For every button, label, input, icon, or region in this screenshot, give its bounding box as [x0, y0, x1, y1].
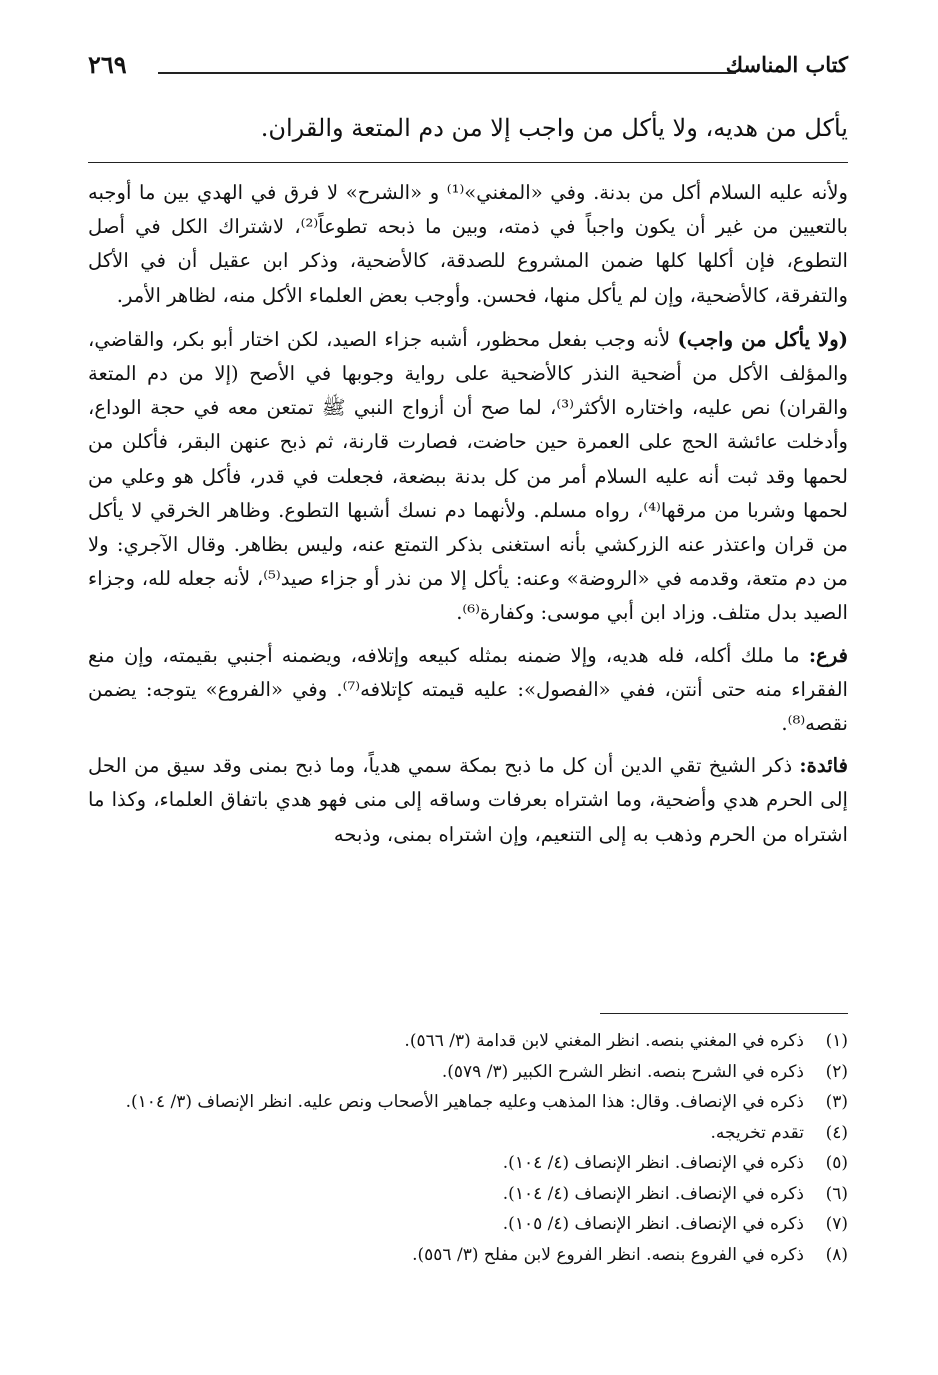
- footnote: [88, 1240, 848, 1271]
- footnote-text: تقدم تخريجه.: [710, 1122, 804, 1143]
- footnote-text: ذكره في الإنصاف. انظر الإنصاف (٤/ ١٠٥).: [502, 1214, 804, 1234]
- footnote: [88, 1209, 848, 1240]
- matn-divider: [88, 162, 848, 163]
- running-header: [88, 48, 848, 82]
- footnote-text: ذكره في الإنصاف. انظر الإنصاف (٤/ ١٠٤).: [502, 1153, 804, 1173]
- paragraph-lead: (ولا يأكل من واجب): [677, 327, 848, 351]
- chapter-title: كتاب المناسك: [725, 52, 848, 77]
- paragraph-text: ذكر الشيخ تقي الدين أن كل ما ذبح بمكة سمي هدياً، وما ذبح بمنى وقد سيق من الحل إلى الحرم هدي وأضحية، وما اشتراه بعرفات وساقه إلى منى فهو هدي باتفاق العلماء، وكذا ما اشتراه من الحرم وذهب به إلى التنعيم، وإن اشتراه بمنى، وذبحه: [88, 754, 848, 846]
- footnote: [88, 1148, 848, 1179]
- header-rule: [158, 72, 736, 74]
- footnote-number: (٧): [825, 1214, 848, 1234]
- footnote-text: ذكره في الإنصاف. وقال: هذا المذهب وعليه جماهير الأصحاب ونص عليه. انظر الإنصاف (٣/ ١٠٤).: [125, 1092, 804, 1112]
- footnote-number: (٦): [825, 1183, 848, 1204]
- paragraph: [88, 323, 848, 631]
- footnote-number: (٣): [825, 1092, 848, 1112]
- footnote-number: (١): [825, 1031, 848, 1051]
- footnote-number: (٨): [825, 1244, 848, 1265]
- paragraph: [88, 749, 848, 852]
- footnote-text: ذكره في الفروع بنصه. انظر الفروع لابن مفلح (٣/ ٥٥٦).: [412, 1244, 804, 1265]
- footnotes: [88, 1026, 848, 1270]
- footnote: [88, 1026, 848, 1057]
- commentary-body: [88, 176, 848, 858]
- footnote: [88, 1087, 848, 1118]
- paragraph-lead: فرع:: [808, 643, 848, 667]
- paragraph: [88, 176, 848, 313]
- paragraph-text: ما ملك أكله، فله هديه، وإلا ضمنه بمثله كبيعه وإتلافه، ويضمنه أجنبي بقيمته، وإن منع الفقراء منه حتى أنتن، ففي «الفصول»: عليه قيمته كإتلافه⁽⁷⁾. وفي «الفروع» يتوجه: يضمن نقصه⁽⁸⁾.: [88, 643, 848, 736]
- footnote-number: (٢): [825, 1061, 848, 1082]
- footnote-number: (٥): [825, 1153, 848, 1173]
- page-number: ٢٦٩: [88, 50, 127, 79]
- footnote: [88, 1179, 848, 1210]
- footnote: [88, 1057, 848, 1088]
- paragraph: [88, 639, 848, 742]
- footnote-text: ذكره في الإنصاف. انظر الإنصاف (٤/ ١٠٤).: [502, 1183, 804, 1204]
- paragraph-lead: فائدة:: [799, 754, 848, 778]
- footnote-text: ذكره في الشرح بنصه. انظر الشرح الكبير (٣/ ٥٧٩).: [441, 1061, 804, 1082]
- paragraph-text: ولأنه عليه السلام أكل من بدنة. وفي «المغني»⁽¹⁾ و «الشرح» لا فرق في الهدي بين ما أوجبه بالتعيين من غير أن يكون واجباً في ذمته، وبين ما ذبحه تطوعاً⁽²⁾، لاشتراك الكل في أصل التطوع، فإن أكلها كلها ضمن المشروع للصدقة، كالأضحية، وذكر ابن عقيل أن في الأكل والتفرقة، كالأضحية، وإن لم يأكل منها، فحسن. وأوجب بعض العلماء الأكل منه، لظاهر الأمر.: [88, 181, 848, 307]
- footnote-divider: [600, 1013, 848, 1014]
- footnote: [88, 1118, 848, 1149]
- matn-text: يأكل من هديه، ولا يأكل من واجب إلا من دم المتعة والقران.: [260, 114, 848, 142]
- footnote-text: ذكره في المغني بنصه. انظر المغني لابن قدامة (٣/ ٥٦٦).: [404, 1031, 804, 1051]
- paragraph-text: لأنه وجب بفعل محظور، أشبه جزاء الصيد، لكن اختار أبو بكر، والقاضي، والمؤلف الأكل من أضحية النذر كالأضحية على رواية وجوبها في الأصح (إلا من دم المتعة والقران) نص عليه، واختاره الأكثر⁽³⁾، لما صح أن أزواج النبي ﷺ تمتعن معه في حجة الوداع، وأدخلت عائشة الحج على العمرة حين حاضت، فصارت قارنة، ثم ذبح عنهن البقر، فأكلن من لحمها وقد ثبت أنه عليه السلام أمر من كل بدنة ببضعة، فجعلت في قدر، فأكل هو وعلي من لحمها وشربا من مرقها⁽⁴⁾، رواه مسلم. ولأنهما دم نسك أشبها التطوع. وظاهر الخرقي لا يأكل من قران واعتذر عنه الزركشي بأنه استغنى بذكر التمتع عنه، وليس بظاهر. وقال الآجري: ولا من دم متعة، وقدمه في «الروضة» وعنه: يأكل إلا من نذر أو جزاء صيد⁽⁵⁾، لأنه جعله لله، وجزاء الصيد بدل متلف. وزاد ابن أبي موسى: وكفارة⁽⁶⁾.: [88, 327, 849, 625]
- footnote-number: (٤): [825, 1122, 848, 1143]
